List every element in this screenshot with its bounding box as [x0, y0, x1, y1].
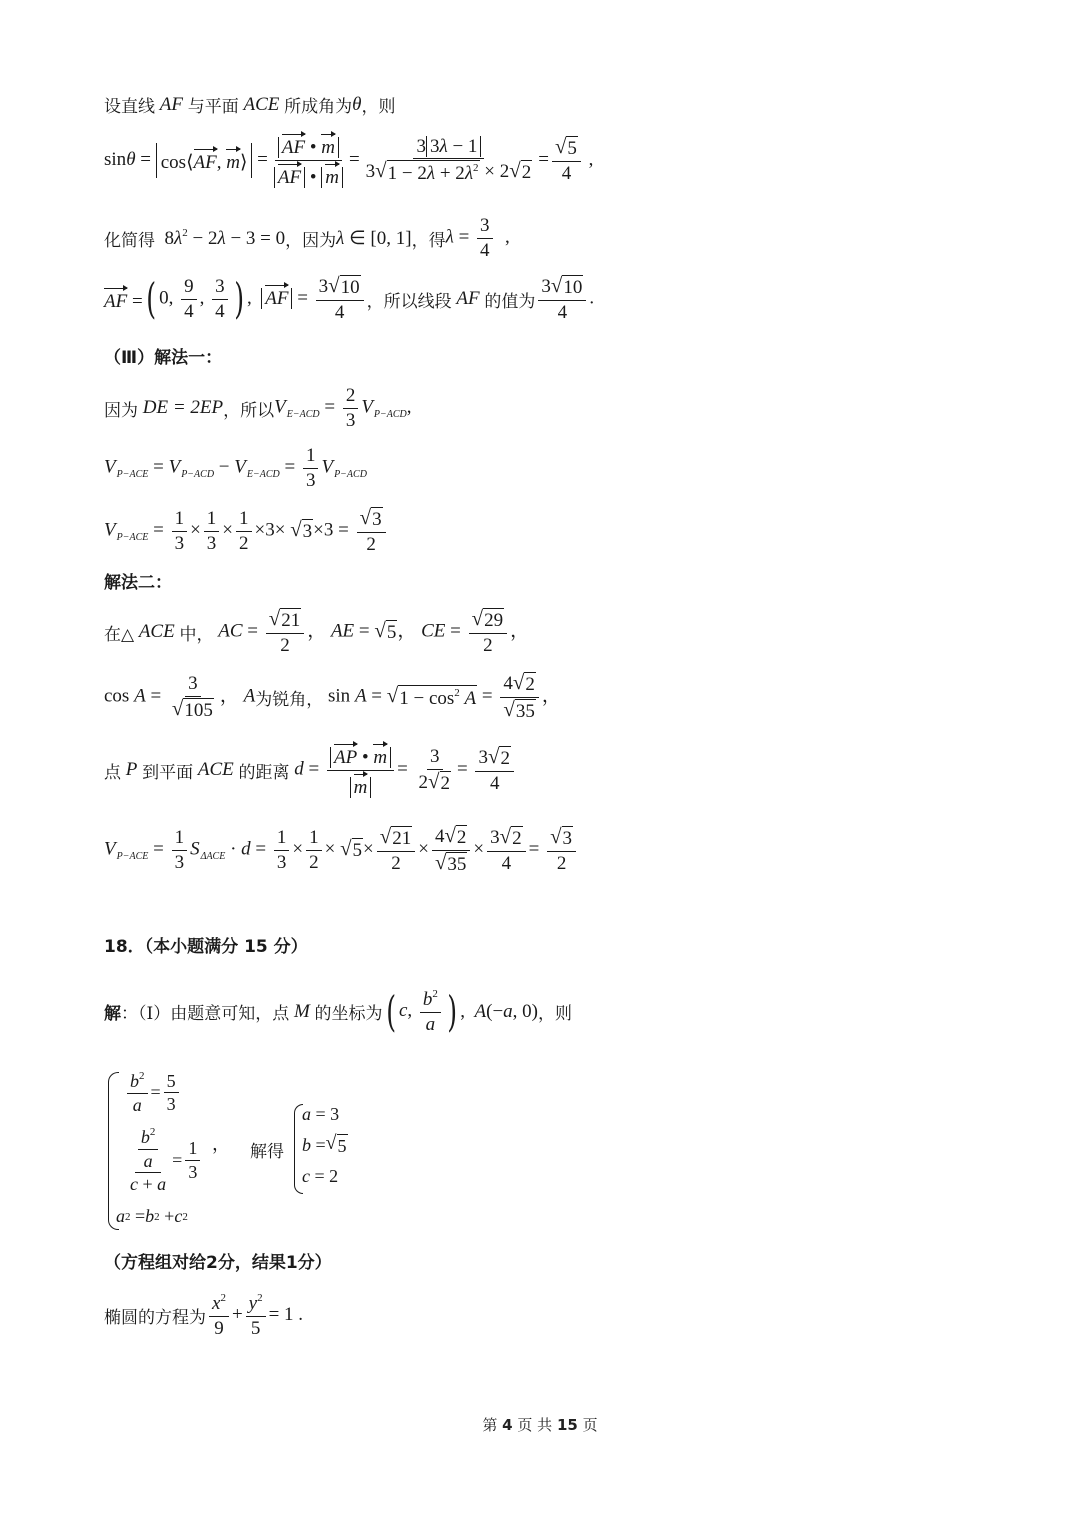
- formula-v-product: $V_{P-ACE}$ = $\frac{1}{3}$ × $\frac{1}{3}$ × $\frac{1}{2}$ ×3× √ 3 ×3 = √ 3 2: [104, 507, 389, 556]
- line-cos-a: cos A = 3 √ 105 ， A 为锐角， sin A = √ $1 - \cos^2 A$ = 4 √ 2 √ 35 ，: [104, 670, 561, 722]
- footer-page-number: 4: [502, 1416, 513, 1434]
- text-l1c: 所成角为: [284, 97, 353, 117]
- text-coord: 的坐标为: [314, 1004, 383, 1025]
- formula-v-area: $V_{P-ACE}$ = $\frac{1}{3}$ $S_{\Delta ACE} \cdot d$ = $\frac{1}{3}$ × $\frac{1}{2}$ × √ 5 × √ 21 2 × 4 √ 2 √ 35 × 3 √ 2 4 = √ 3 2: [104, 825, 579, 876]
- formula-v-difference: $V_{P-ACE} = V_{P-ACD} - V_{E-ACD}$ = $\frac{1}{3}$ $V_{P-ACD}$: [104, 445, 367, 491]
- text-l1a: 设直线: [104, 97, 155, 117]
- text-l1b: 与平面: [187, 97, 239, 117]
- formula-sin-theta: sinθ = cos⟨AF, m⟩ = $\frac{AF • m}{AF • m}$ = 3 3λ − 1 3 √ $1 - 2\lambda + 2\lambda^2$ × 2 √ 2 = √ 5 4 ,: [104, 134, 594, 188]
- footer-total-pages: 15: [556, 1416, 578, 1434]
- text-sol-label: 解: [104, 1004, 121, 1025]
- line-angle-setup: 设直线 AF 与平面 ACE 所成角为 θ ，则: [104, 93, 396, 117]
- line-ellipse: 椭圆的方程为 $\frac{x^2}{9}$ + $\frac{y^2}{5}$ = 1 .: [104, 1292, 304, 1339]
- text-get: ，得: [411, 230, 446, 251]
- text-in-triangle: 在△: [104, 624, 135, 645]
- line-triangle-sides: 在△ ACE 中， AC = √ 21 2 ， AE = √ 5 ， CE = √ 29 2 ，: [104, 606, 530, 656]
- line-de-2ep: 因为 DE = 2EP ，所以 $V_{E-ACD}$ = $\frac{2}{3}$ $V_{P-ACD}$,: [104, 385, 412, 431]
- heading-method2: 解法二：: [104, 573, 172, 593]
- score-note: （方程组对给2分，结果1分）: [104, 1253, 332, 1273]
- text-so-segment: ，所以线段: [366, 291, 452, 312]
- line-solution-1: 解 ：（Ⅰ）由题意可知，点 M 的坐标为 ( c, $\frac{b^2}{a}$ ) , A(−a, 0) ，则: [104, 986, 572, 1036]
- page-footer: [0, 1414, 1080, 1435]
- heading-q18: 18．（本小题满分 15 分）: [104, 937, 308, 957]
- footer-prefix: 第: [482, 1416, 498, 1434]
- line-af-vector: AF = ( 0, $\frac{9}{4}$ , $\frac{3}{4}$ ) , AF = 3 √ 10 4 ，所以线段 AF 的值为 3 √ 10 4 .: [104, 273, 595, 324]
- text-dist-mid: 到平面: [142, 762, 194, 783]
- text-mid: 中，: [179, 624, 214, 645]
- text-solve: 解得: [250, 1142, 284, 1162]
- text-because: ，因为: [285, 230, 337, 251]
- text-dist-post: 的距离: [238, 762, 290, 783]
- text-dist-pre: 点: [104, 762, 121, 783]
- heading-part3-method1: （Ⅲ）解法一：: [104, 348, 223, 368]
- text-simplify: 化简得: [104, 230, 155, 251]
- footer-middle: 页 共: [517, 1416, 553, 1434]
- line-distance: 点 P 到平面 ACE 的距离 d = $\frac{AP • m}{m}$ = 3 2 √ 2 = 3 √ 2 4: [104, 742, 517, 799]
- text-sol-text: ：（Ⅰ）由题意可知，点: [121, 1004, 290, 1025]
- text-value-is: 的值为: [484, 291, 536, 312]
- text-l1d: ，则: [361, 97, 396, 117]
- line-simplify: 化简得 $8\lambda^2 - 2\lambda - 3 = 0$ ，因为 λ ∈ [0, 1] ，得 λ = $\frac{3}{4}$ ,: [104, 215, 510, 261]
- text-because2: 因为: [104, 400, 138, 421]
- text-ellipse: 椭圆的方程为: [104, 1308, 206, 1329]
- text-so-v: ，所以: [223, 400, 275, 421]
- text-acute: 为锐角，: [255, 689, 324, 710]
- footer-suffix: 页: [582, 1416, 598, 1434]
- text-then: ，则: [538, 1004, 572, 1025]
